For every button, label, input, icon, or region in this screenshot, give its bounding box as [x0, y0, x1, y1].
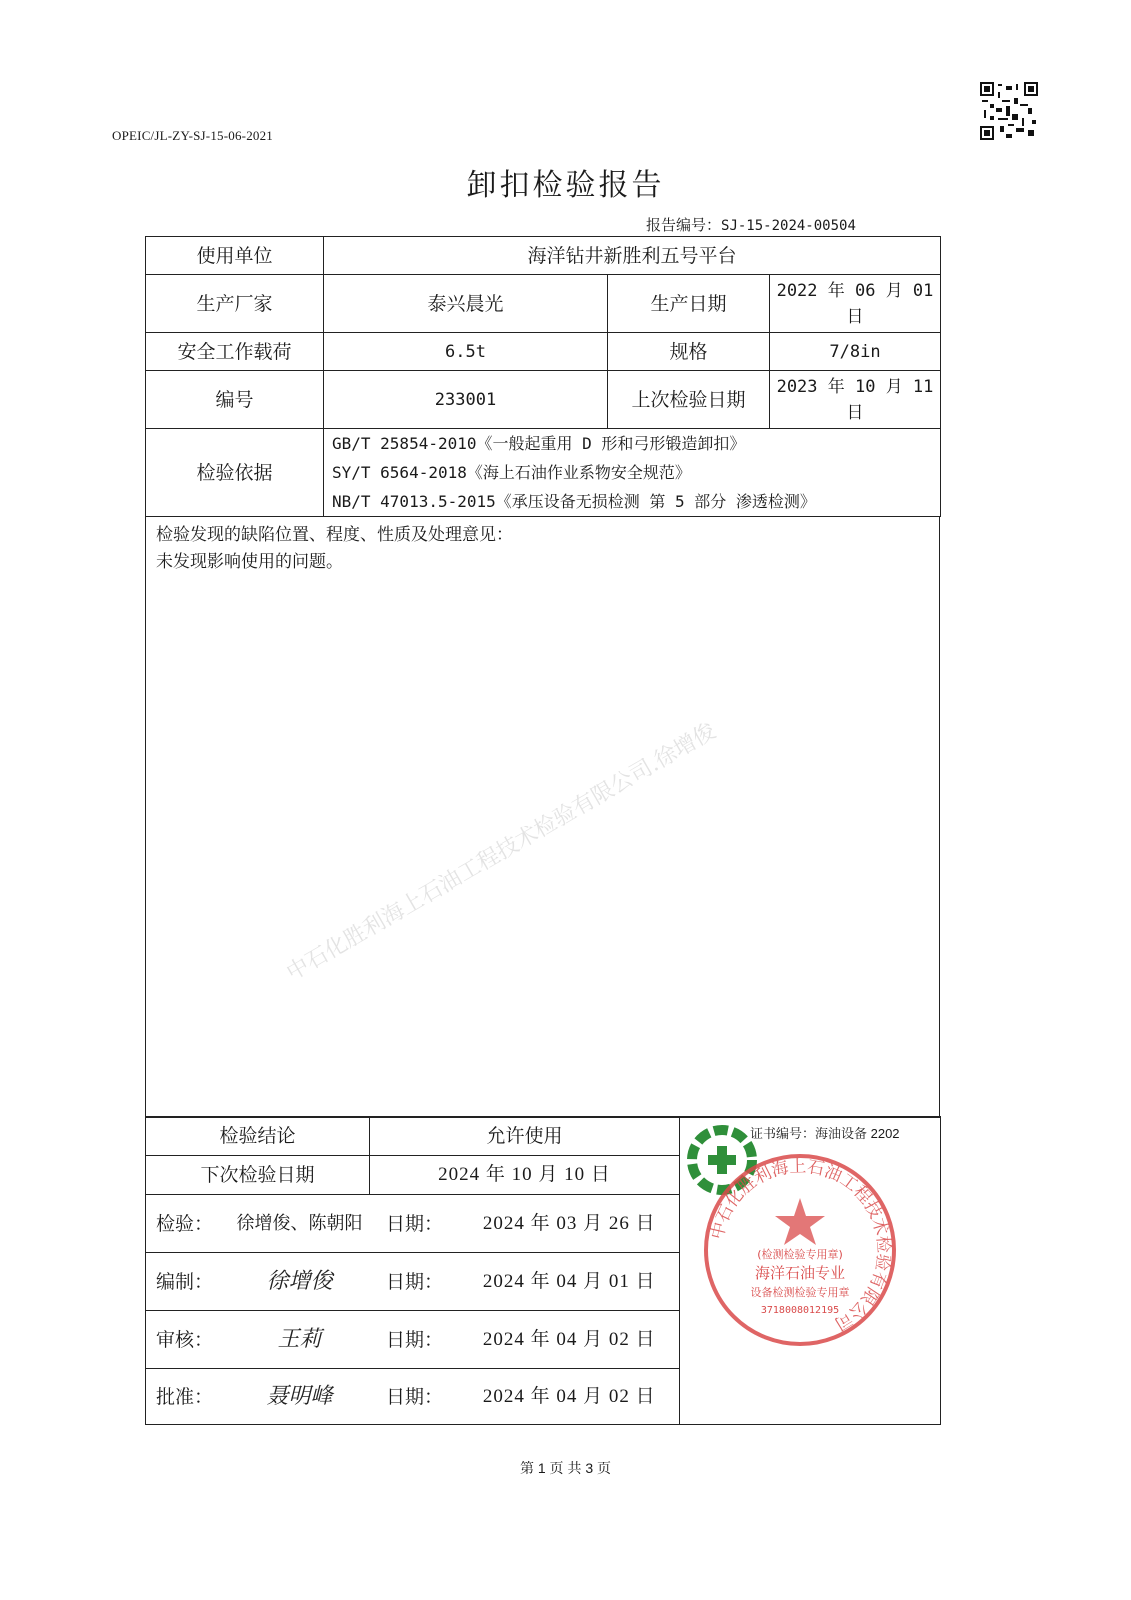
- basis-label: 检验依据: [146, 429, 324, 517]
- watermark: 中石化胜利海上石油工程技术检验有限公司.徐增俊: [282, 718, 721, 986]
- signature-role: 审核：: [146, 1311, 230, 1369]
- signature-date: 2024 年 04 月 01 日: [460, 1253, 680, 1311]
- next-date-label: 下次检验日期: [146, 1156, 370, 1195]
- conclusion-value: 允许使用: [370, 1117, 680, 1156]
- stamp-line1: 海洋石油专业: [754, 1264, 846, 1282]
- manufacturer-label: 生产厂家: [146, 275, 324, 333]
- unit-label: 使用单位: [146, 237, 324, 275]
- report-number: [646, 214, 856, 235]
- serial-value: 233001: [324, 371, 608, 429]
- report-number-value: SJ-15-2024-00504: [721, 218, 856, 234]
- basis-item: NB/T 47013.5-2015《承压设备无损检测 第 5 部分 渗透检测》: [332, 492, 816, 511]
- signature-name: 徐增俊、陈朝阳: [230, 1195, 370, 1253]
- handwritten-signature: 徐增俊: [230, 1253, 370, 1311]
- signature-date-label: 日期：: [370, 1195, 460, 1253]
- signature-date-label: 日期：: [370, 1311, 460, 1369]
- certificate-number: 证书编号：海油设备 2202: [750, 1126, 900, 1141]
- signature-date: 2024 年 03 月 26 日: [460, 1195, 680, 1253]
- findings-box: [145, 516, 940, 1118]
- findings-text: 未发现影响使用的问题。: [156, 552, 343, 572]
- spec-value: 7/8in: [770, 333, 941, 371]
- signature-date-label: 日期：: [370, 1369, 460, 1425]
- load-value: 6.5t: [324, 333, 608, 371]
- report-number-label: 报告编号：: [646, 216, 722, 234]
- official-seal-stamp: [700, 1150, 900, 1350]
- stamp-center-text: (检测检验专用章): [757, 1248, 843, 1261]
- last-date-label: 上次检验日期: [608, 371, 770, 429]
- stamp-line2: 设备检测检验专用章: [750, 1286, 850, 1299]
- handwritten-signature: 王莉: [230, 1311, 370, 1369]
- serial-label: 编号: [146, 371, 324, 429]
- signature-date: 2024 年 04 月 02 日: [460, 1311, 680, 1369]
- page-number: 第 1 页 共 3 页: [519, 1460, 612, 1476]
- last-date-value: 2023 年 10 月 11 日: [770, 371, 941, 429]
- production-date-label: 生产日期: [608, 275, 770, 333]
- stamp-number: 3718008012195: [760, 1305, 840, 1316]
- basis-item: GB/T 25854-2010《一般起重用 D 形和弓形锻造卸扣》: [332, 434, 746, 453]
- basis-list: [324, 429, 941, 517]
- signature-role: 批准：: [146, 1369, 230, 1425]
- spec-label: 规格: [608, 333, 770, 371]
- stamp-star-icon: [775, 1198, 825, 1245]
- signature-date-label: 日期：: [370, 1253, 460, 1311]
- signature-role: 编制：: [146, 1253, 230, 1311]
- document-code: OPEIC/JL-ZY-SJ-15-06-2021: [112, 128, 273, 143]
- production-date-value: 2022 年 06 月 01 日: [770, 275, 941, 333]
- basis-item: SY/T 6564-2018《海上石油作业系物安全规范》: [332, 463, 691, 482]
- findings-label: 检验发现的缺陷位置、程度、性质及处理意见：: [156, 525, 513, 545]
- stamp-ring-text: 中石化胜利海上石油工程技术检验有限公司: [707, 1156, 894, 1334]
- next-date-value: 2024 年 10 月 10 日: [370, 1156, 680, 1195]
- unit-value: 海洋钻井新胜利五号平台: [324, 237, 941, 275]
- handwritten-signature: 聂明峰: [230, 1369, 370, 1425]
- conclusion-label: 检验结论: [146, 1117, 370, 1156]
- signature-role: 检验：: [146, 1195, 230, 1253]
- load-label: 安全工作载荷: [146, 333, 324, 371]
- info-table: [145, 236, 941, 517]
- page-title: 卸扣检验报告: [466, 168, 665, 203]
- qr-code-icon: [980, 82, 1038, 140]
- manufacturer-value: 泰兴晨光: [324, 275, 608, 333]
- signature-date: 2024 年 04 月 02 日: [460, 1369, 680, 1425]
